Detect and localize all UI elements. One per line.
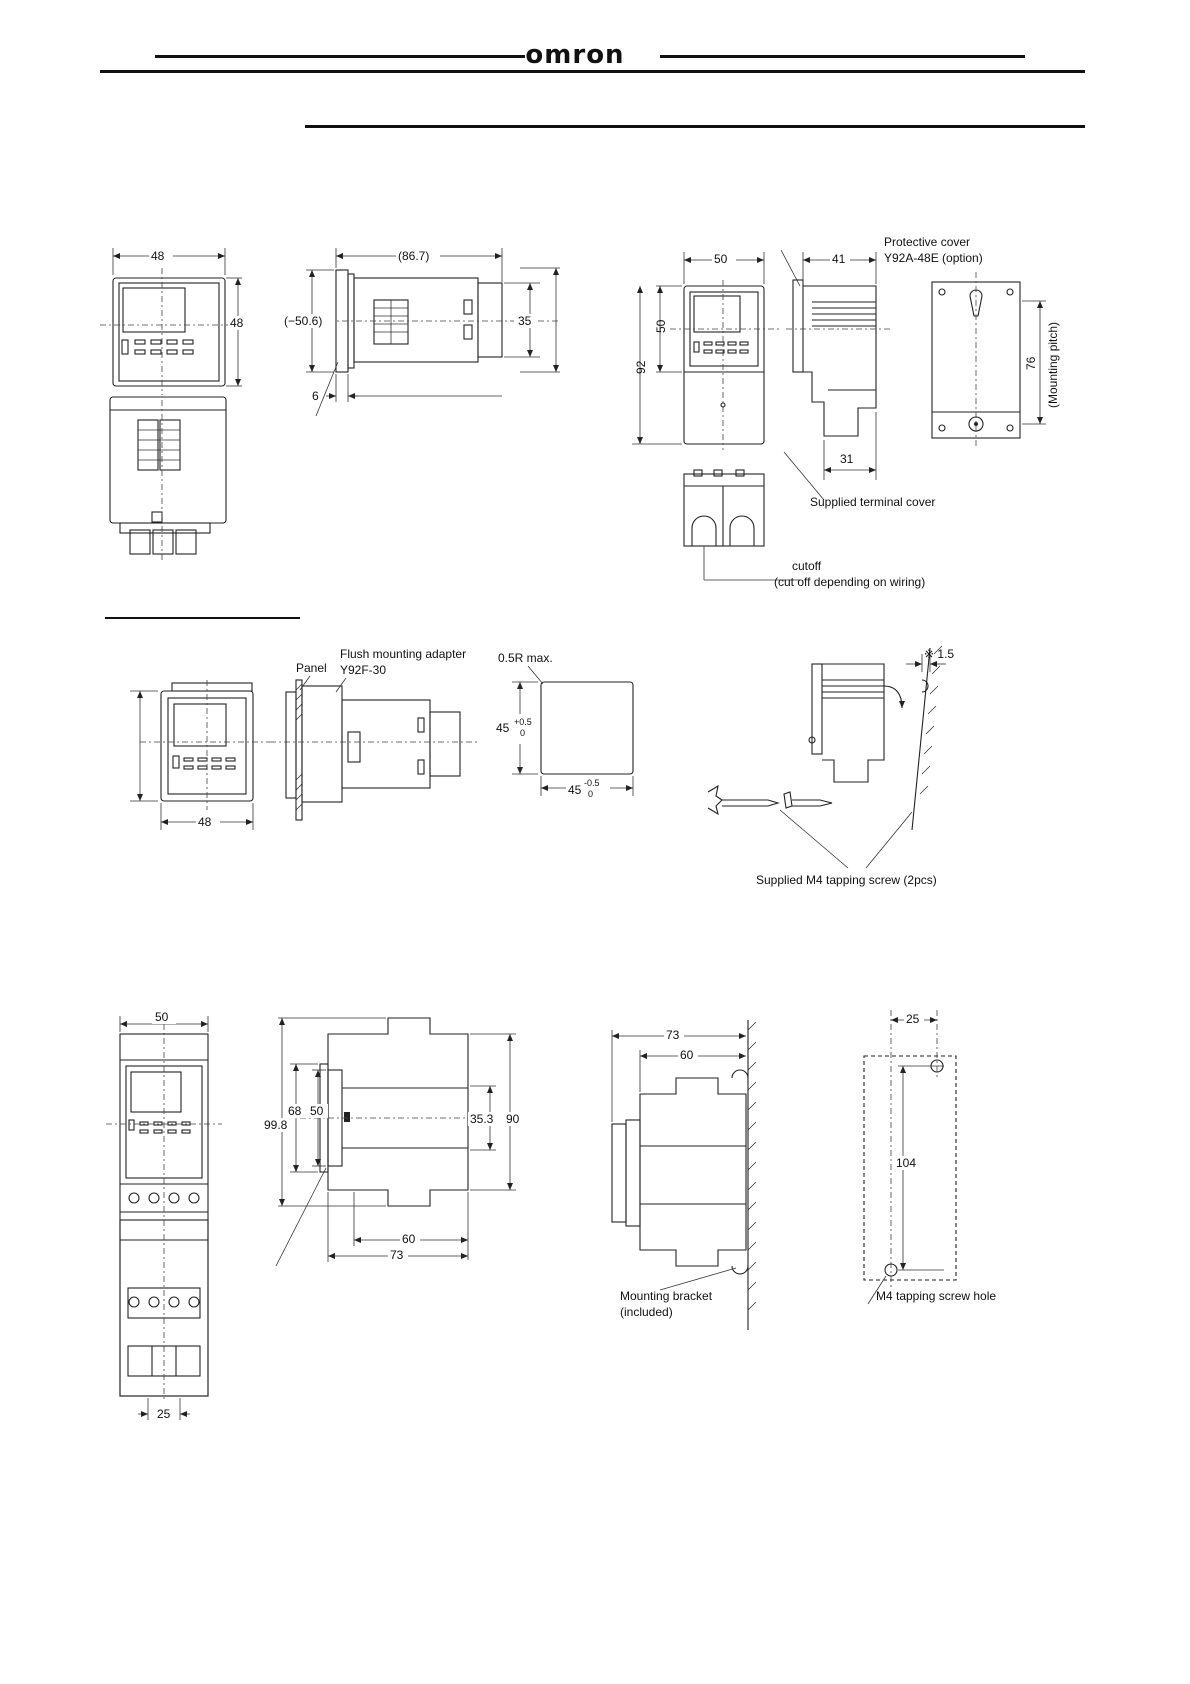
- fig3-cutout: [494, 651, 633, 800]
- fig2-cutoff-label-2: (cut off depending on wiring): [774, 575, 926, 589]
- fig3-cutout-w-tol-plus: -0.5: [584, 778, 600, 788]
- fig1-height-label: 48: [230, 316, 244, 330]
- fig4-side-dimensions: [262, 1018, 524, 1266]
- fig3-panel-label: Panel: [296, 661, 327, 675]
- fig3-side-view: [270, 647, 480, 820]
- fig1-side-height-label: (−50.6): [284, 314, 323, 328]
- fig4-hole-pitch-label: 104: [896, 1156, 917, 1170]
- fig1-front-view: [100, 268, 240, 395]
- fig2-cover-label-2: Y92A-48E (option): [884, 251, 983, 265]
- fig3-cutout-h-tol-zero: 0: [520, 728, 526, 738]
- fig2-terminal-cover-label: Supplied terminal cover: [810, 495, 936, 509]
- fig3-front-view: [140, 680, 270, 810]
- fig1-panel-label: 6: [312, 389, 319, 403]
- fig3-cutout-h-label: 45: [496, 721, 510, 735]
- fig3-cover-install: [708, 646, 954, 887]
- fig4-width-label: 50: [155, 1010, 169, 1024]
- omron-logo: omron: [525, 40, 625, 70]
- fig1-front-dimensions: [113, 248, 248, 386]
- fig4-wall73-label: 73: [666, 1028, 680, 1042]
- fig4-bracket-label-2: (included): [620, 1305, 673, 1319]
- fig1-inner-label: 35: [518, 314, 532, 328]
- fig4-h353-label: 35.3: [470, 1112, 494, 1126]
- fig4-h68-label: 68: [288, 1104, 302, 1118]
- fig2-side-view: [786, 280, 890, 436]
- fig2-cover-label-1: Protective cover: [884, 235, 971, 249]
- fig1-side-dimensions: [282, 248, 560, 416]
- fig4-hole-spacing-label: 25: [906, 1012, 920, 1026]
- fig3-cutout-h-tol-plus: +0.5: [514, 717, 532, 727]
- fig2-cutoff-label-1: cutoff: [792, 559, 822, 573]
- fig3-cutout-w-tol-zero: 0: [588, 789, 594, 799]
- fig2-total-label: 92: [634, 360, 648, 374]
- fig4-bracket-label-1: Mounting bracket: [620, 1289, 713, 1303]
- fig3-screws-label: Supplied M4 tapping screw (2pcs): [756, 873, 937, 887]
- fig3-adapter-label-1: Flush mounting adapter: [340, 647, 467, 661]
- fig1-width-label: 48: [151, 249, 165, 263]
- fig2-upper-label: 50: [654, 319, 668, 333]
- fig4-wall60-label: 60: [680, 1048, 694, 1062]
- fig4-hole-pattern: [864, 1010, 996, 1304]
- fig4-h998-label: 99.8: [264, 1118, 288, 1132]
- fig1-bottom-view: [110, 397, 226, 560]
- fig3-cutout-w-label: 45: [568, 783, 582, 797]
- fig2-pitch-label: 76: [1024, 356, 1038, 370]
- fig2-top-label: 41: [832, 252, 846, 266]
- fig2-front-view: [670, 280, 780, 450]
- fig2-bottom-label: 31: [840, 452, 854, 466]
- fig3-width-label: 48: [198, 815, 212, 829]
- fig4-d73-label: 73: [390, 1248, 404, 1262]
- fig3-adapter-label-2: Y92F-30: [340, 663, 387, 677]
- fig4-h50-label: 50: [310, 1104, 324, 1118]
- fig4-d60-label: 60: [402, 1232, 416, 1246]
- fig2-rear-view: [932, 272, 1060, 446]
- fig2-width-label: 50: [714, 252, 728, 266]
- fig1-depth-label: (86.7): [398, 249, 430, 263]
- fig4-wall-view: [612, 1020, 756, 1330]
- fig4-front-view: [106, 1024, 222, 1400]
- fig4-hole-label: M4 tapping screw hole: [876, 1289, 997, 1303]
- fig3-gap-label: ※ 1.5: [924, 647, 955, 661]
- fig2-pitch-caption: (Mounting pitch): [1046, 321, 1060, 408]
- fig3-radius-label: 0.5R max.: [498, 651, 553, 665]
- fig4-h90-label: 90: [506, 1112, 520, 1126]
- fig4-bottom-width-label: 25: [157, 1407, 171, 1421]
- fig2-bottom-view: [684, 470, 925, 589]
- fig2-front-dimensions: [632, 252, 764, 444]
